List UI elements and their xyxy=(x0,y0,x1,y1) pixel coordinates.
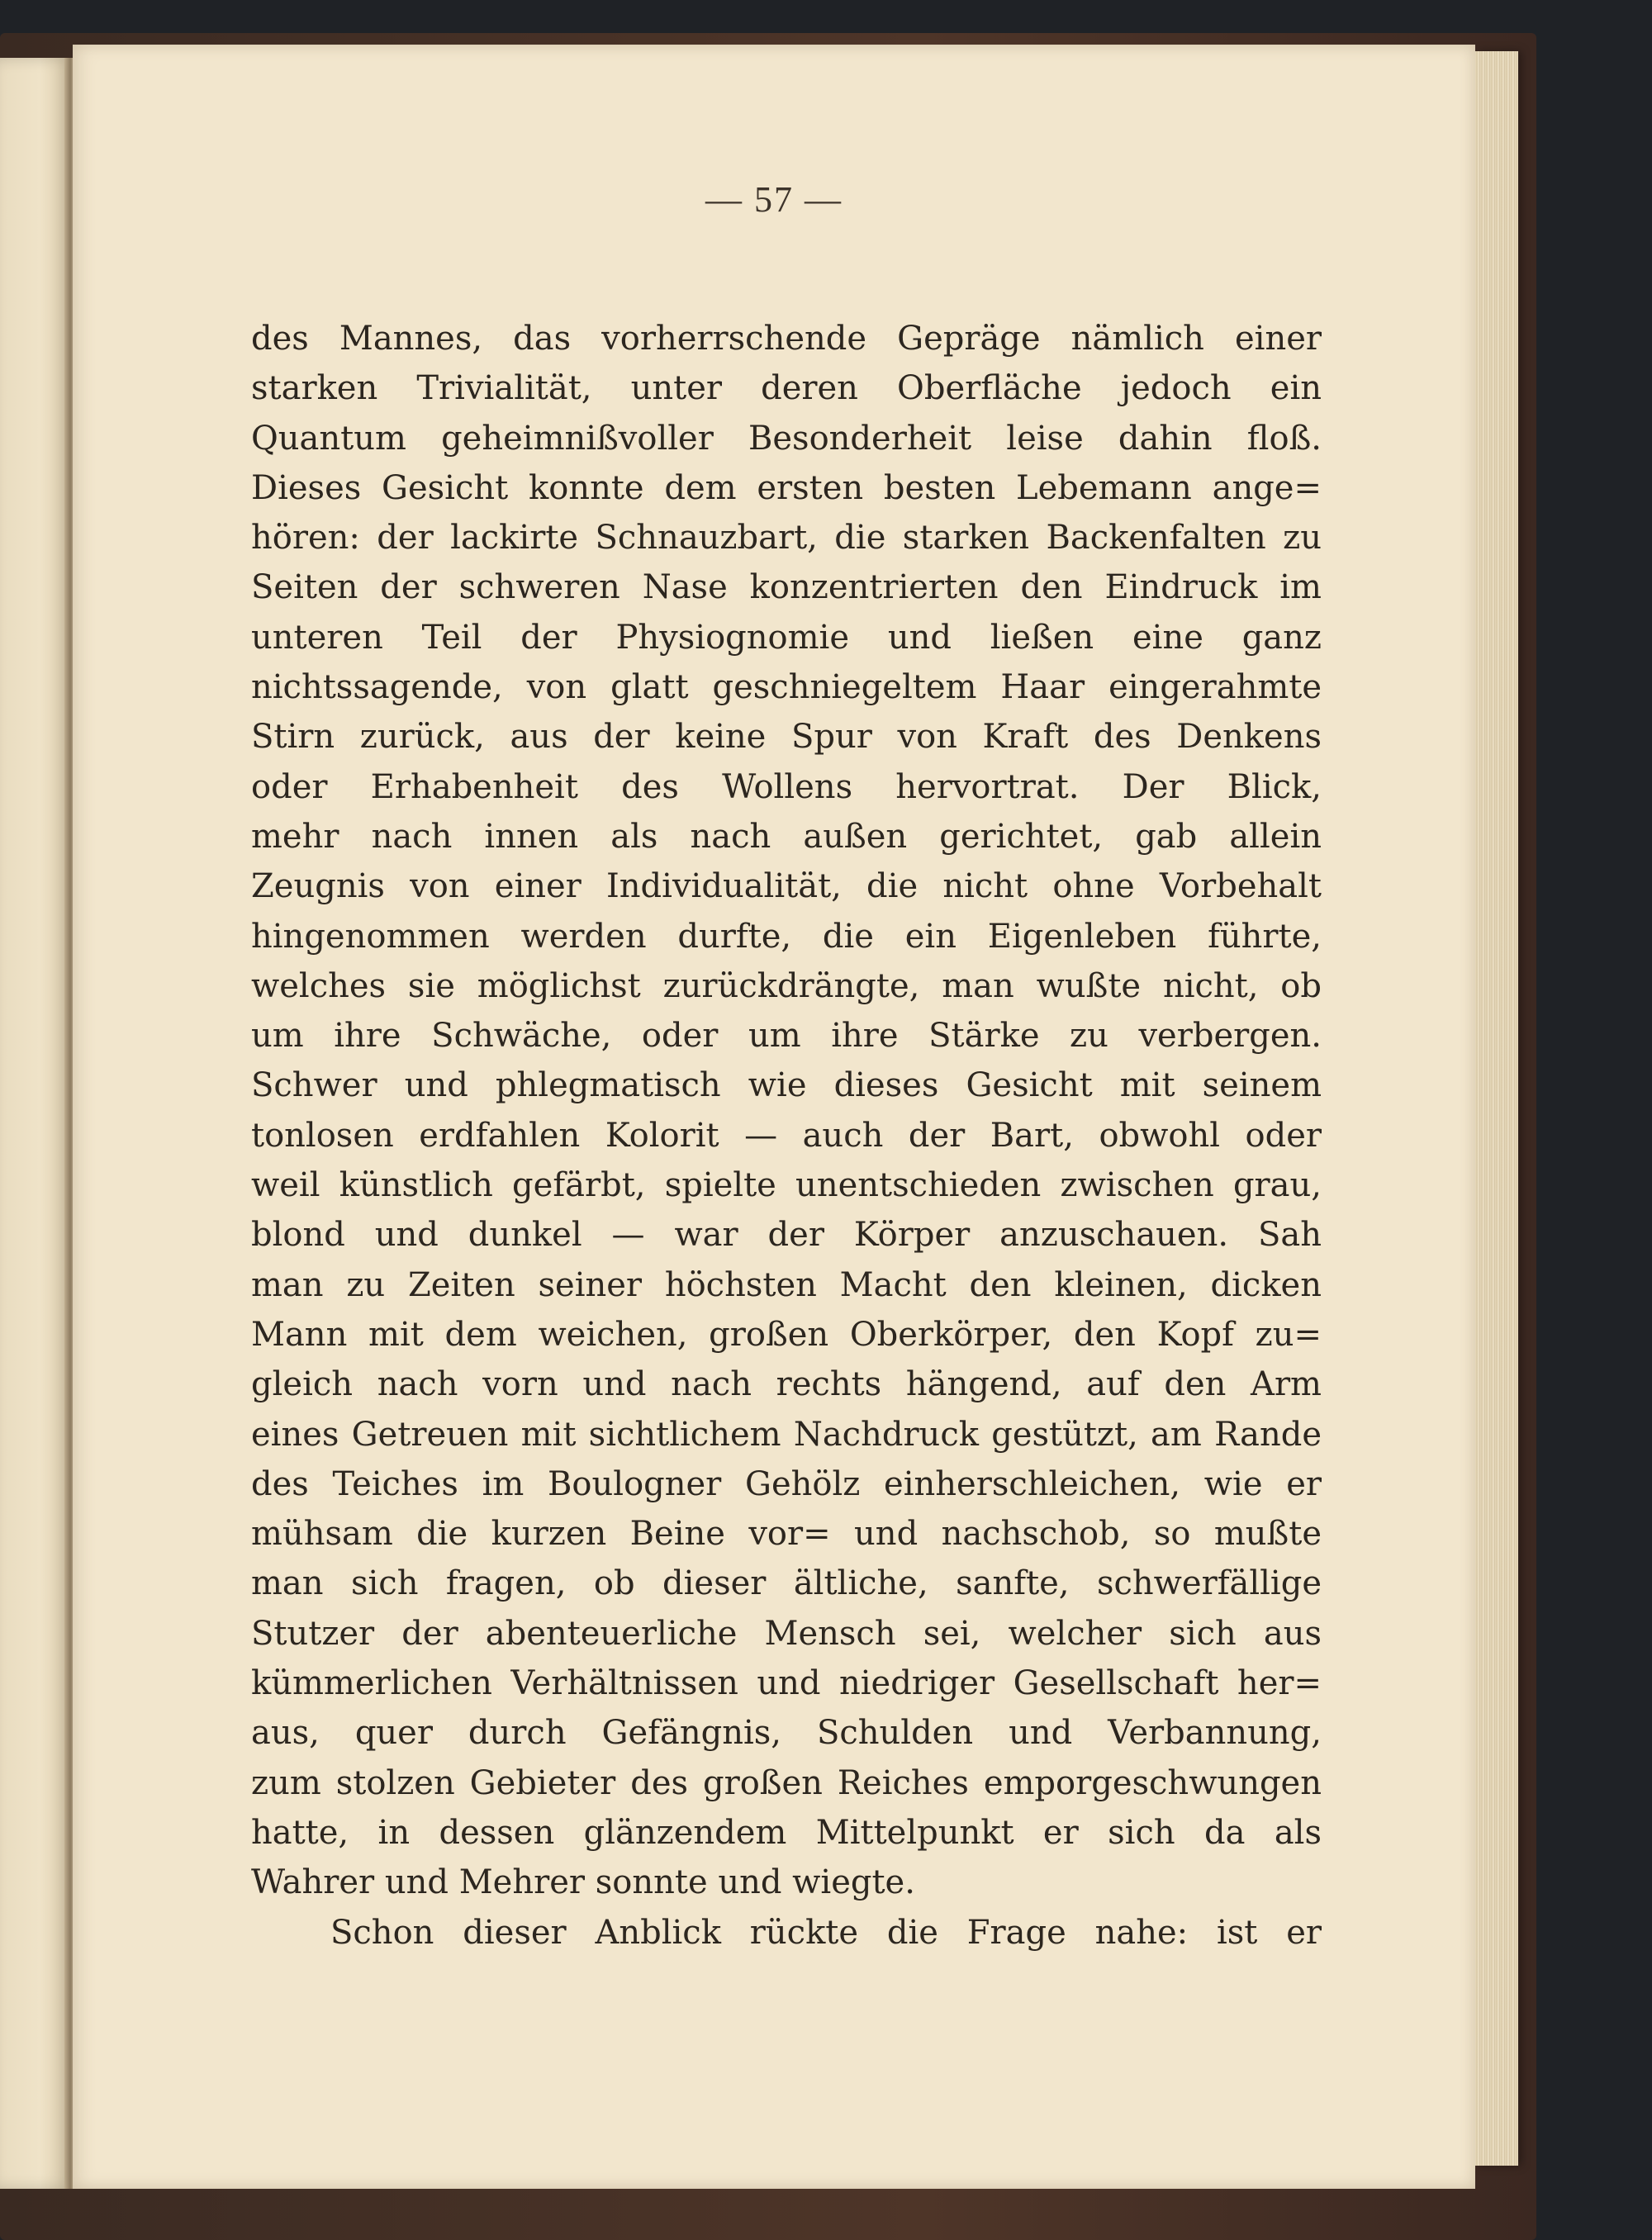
left-page-edge xyxy=(0,58,73,2189)
text-line: Mann mit dem weichen, großen Oberkörper, den Kopf zu= xyxy=(251,1315,1322,1354)
page-number: — 57 — xyxy=(705,179,843,220)
text-line: eines Getreuen mit sichtlichem Nachdruck gestützt, am Rande xyxy=(251,1415,1322,1454)
text-line: hingenommen werden durfte, die ein Eigenleben führte, xyxy=(251,917,1322,956)
text-line: weil künstlich gefärbt, spielte unentschieden zwischen grau, xyxy=(251,1166,1322,1205)
text-line: gleich nach vorn und nach rechts hängend, auf den Arm xyxy=(251,1365,1322,1404)
text-line: um ihre Schwäche, oder um ihre Stärke zu verbergen. xyxy=(251,1017,1322,1056)
text-line: kümmerlichen Verhältnissen und niedriger Gesellschaft her= xyxy=(251,1664,1322,1703)
text-line: Schon dieser Anblick rückte die Frage nahe: ist er xyxy=(330,1913,1322,1952)
text-line: unteren Teil der Physiognomie und ließen eine ganz xyxy=(251,618,1322,657)
text-line: man sich fragen, ob dieser ältliche, sanfte, schwerfällige xyxy=(251,1564,1322,1603)
text-line: nichtssagende, von glatt geschniegeltem Haar eingerahmte xyxy=(251,668,1322,707)
text-line: Stutzer der abenteuerliche Mensch sei, welcher sich aus xyxy=(251,1614,1322,1653)
text-line: starken Trivialität, unter deren Oberfläche jedoch ein xyxy=(251,369,1322,408)
text-line: aus, quer durch Gefängnis, Schulden und Verbannung, xyxy=(251,1714,1322,1753)
text-line: des Teiches im Boulogner Gehölz einherschleichen, wie er xyxy=(251,1464,1322,1503)
page-edges xyxy=(1475,51,1518,2166)
text-line: mehr nach innen als nach außen gerichtet, gab allein xyxy=(251,817,1322,856)
text-line: Stirn zurück, aus der keine Spur von Kraft des Denkens xyxy=(251,718,1322,757)
text-line: blond und dunkel — war der Körper anzuschauen. Sah xyxy=(251,1216,1322,1255)
body-text xyxy=(251,314,1322,1958)
text-line: zum stolzen Gebieter des großen Reiches emporgeschwungen xyxy=(251,1763,1322,1802)
text-line: man zu Zeiten seiner höchsten Macht den kleinen, dicken xyxy=(251,1265,1322,1304)
text-line: tonlosen erdfahlen Kolorit — auch der Bart, obwohl oder xyxy=(251,1116,1322,1155)
text-line: Dieses Gesicht konnte dem ersten besten Lebemann ange= xyxy=(251,468,1322,507)
text-line: Seiten der schweren Nase konzentrierten den Eindruck im xyxy=(251,568,1322,607)
text-line: Quantum geheimnißvoller Besonderheit leise dahin floß. xyxy=(251,419,1322,458)
text-line: Zeugnis von einer Individualität, die nicht ohne Vorbehalt xyxy=(251,867,1322,906)
book-page xyxy=(73,45,1475,2189)
text-line: welches sie möglichst zurückdrängte, man wußte nicht, ob xyxy=(251,966,1322,1005)
text-line: Wahrer und Mehrer sonnte und wiegte. xyxy=(251,1863,915,1902)
text-line: hatte, in dessen glänzendem Mittelpunkt er sich da als xyxy=(251,1813,1322,1852)
text-line: oder Erhabenheit des Wollens hervortrat. Der Blick, xyxy=(251,767,1322,806)
text-line: Schwer und phlegmatisch wie dieses Gesicht mit seinem xyxy=(251,1066,1322,1105)
text-line: hören: der lackirte Schnauzbart, die starken Backenfalten zu xyxy=(251,519,1322,558)
text-line: mühsam die kurzen Beine vor= und nachschob, so mußte xyxy=(251,1515,1322,1554)
text-line: des Mannes, das vorherrschende Gepräge nämlich einer xyxy=(251,320,1322,358)
